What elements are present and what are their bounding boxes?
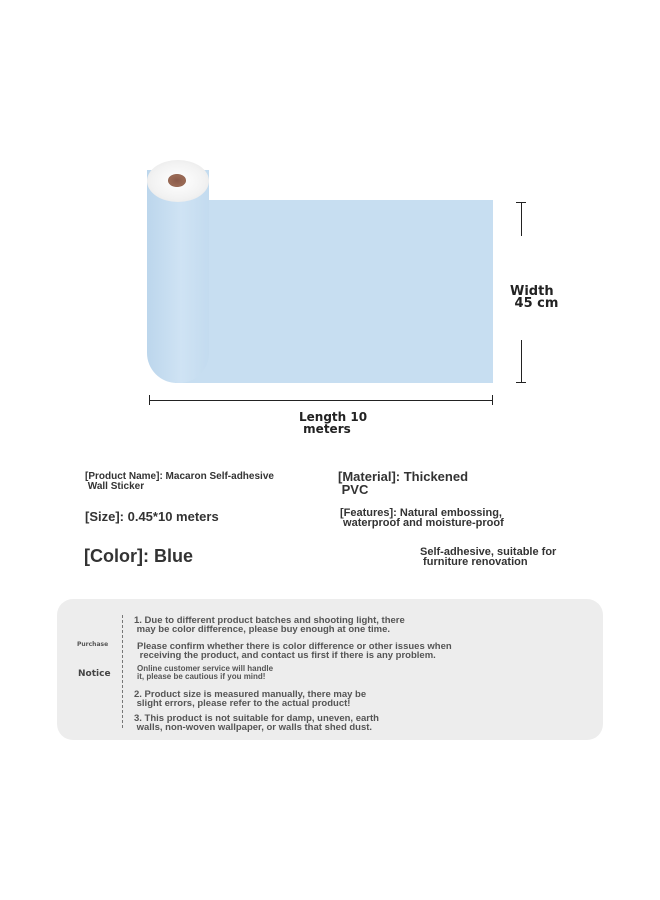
notice-item-1: 1. Due to different product batches and shooting light, there may be color difference, please buy enough at one time.	[134, 615, 405, 635]
length-right-tick	[492, 395, 493, 405]
length-label: Length 10 meters	[299, 410, 368, 436]
notice-item-3: 3. This product is not suitable for damp, uneven, earth walls, non-woven wallpaper, or walls that shed dust.	[134, 713, 379, 733]
spec-material: [Material]: Thickened PVC	[338, 469, 469, 497]
width-line-bottom	[521, 340, 522, 383]
notice-title-small: Purchase	[77, 641, 109, 648]
spec-size: [Size]: 0.45*10 meters	[85, 509, 219, 524]
notice-title: Notice	[78, 669, 111, 679]
width-bottom-tick	[516, 382, 526, 383]
length-line	[149, 400, 493, 401]
notice-item-confirm: Please confirm whether there is color difference or other issues when receiving the product, and contact us first if there is any problem.	[137, 641, 452, 661]
spec-usage: Self-adhesive, suitable for furniture renovation	[420, 546, 557, 568]
spec-product-name: [Product Name]: Macaron Self-adhesive Wall Sticker	[85, 471, 274, 492]
notice-item-2: 2. Product size is measured manually, there may be slight errors, please refer to the actual product!	[134, 689, 367, 709]
spec-color: [Color]: Blue	[84, 546, 193, 566]
notice-item-service: Online customer service will handle it, please be cautious if you mind!	[137, 664, 274, 681]
width-line-top	[521, 202, 522, 236]
width-label: Width 45 cm	[510, 284, 559, 311]
roll-core	[168, 174, 186, 187]
wall-sticker-sheet	[175, 200, 493, 383]
spec-features: [Features]: Natural embossing, waterproof and moisture-proof	[340, 507, 504, 529]
notice-divider	[122, 615, 123, 728]
